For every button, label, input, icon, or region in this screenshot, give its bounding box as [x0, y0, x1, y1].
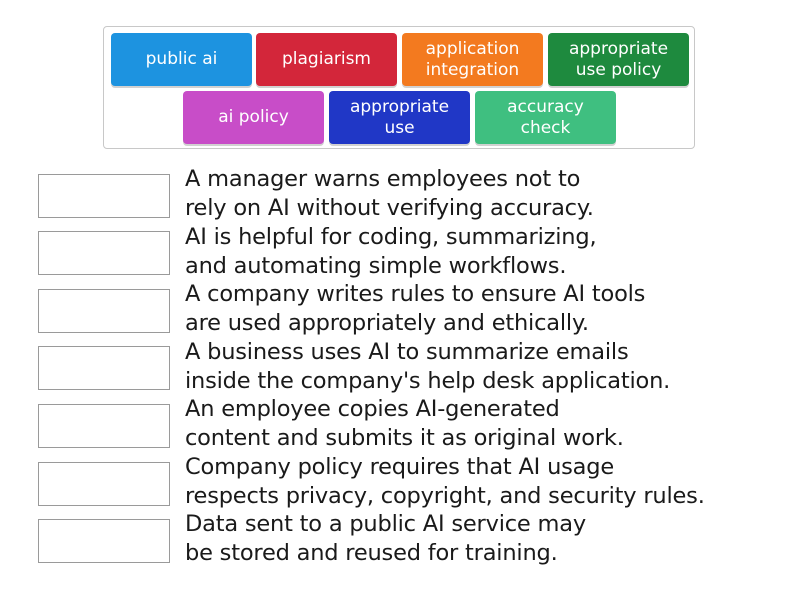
clue-text-7: Data sent to a public AI service may be stored and reused for training.	[185, 511, 586, 566]
tile-appropriate-use[interactable]: appropriate use	[329, 91, 470, 144]
tile-ai-policy[interactable]: ai policy	[183, 91, 324, 144]
drop-slot-5[interactable]	[38, 404, 170, 448]
clue-text-1: A manager warns employees not to rely on AI without verifying accuracy.	[185, 166, 594, 221]
tile-public-ai[interactable]: public ai	[111, 33, 252, 86]
answer-bank	[103, 26, 695, 149]
drop-slot-6[interactable]	[38, 462, 170, 506]
drop-slot-7[interactable]	[38, 519, 170, 563]
clue-text-5: An employee copies AI-generated content and submits it as original work.	[185, 396, 624, 451]
tile-plagiarism[interactable]: plagiarism	[256, 33, 397, 86]
drop-slot-4[interactable]	[38, 346, 170, 390]
clue-text-2: AI is helpful for coding, summarizing, and automating simple workflows.	[185, 224, 597, 279]
tile-accuracy-check[interactable]: accuracy check	[475, 91, 616, 144]
tile-appropriate-use-policy[interactable]: appropriate use policy	[548, 33, 689, 86]
drop-slot-3[interactable]	[38, 289, 170, 333]
drop-slot-1[interactable]	[38, 174, 170, 218]
clue-text-4: A business uses AI to summarize emails inside the company's help desk application.	[185, 339, 671, 394]
clue-text-6: Company policy requires that AI usage respects privacy, copyright, and security rules.	[185, 454, 705, 509]
tile-application-integration[interactable]: application integration	[402, 33, 543, 86]
drop-slot-2[interactable]	[38, 231, 170, 275]
clue-text-3: A company writes rules to ensure AI tools are used appropriately and ethically.	[185, 281, 646, 336]
